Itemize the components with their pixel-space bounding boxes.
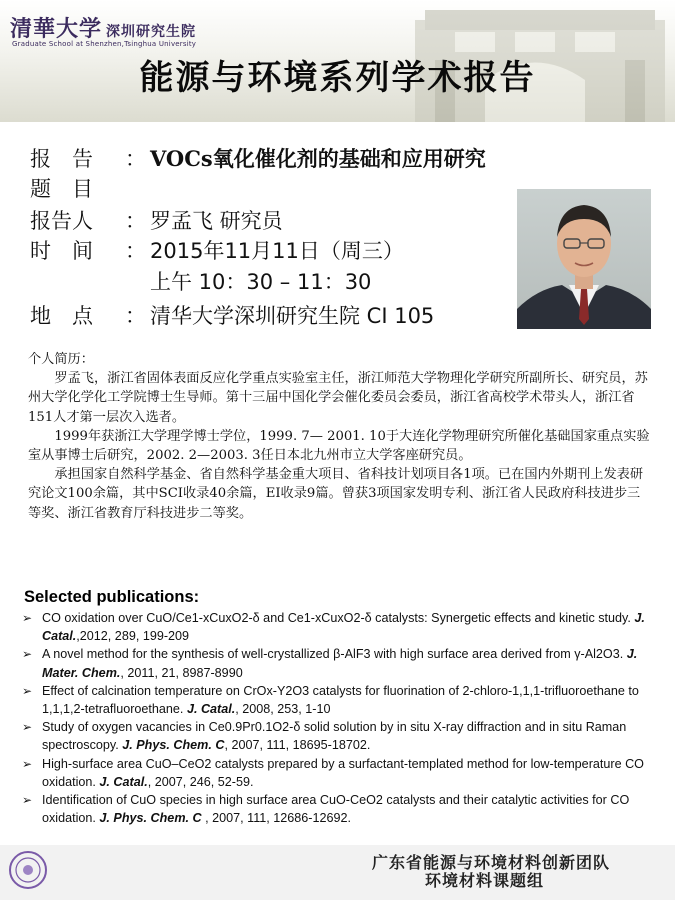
speaker-portrait	[517, 189, 651, 329]
colon: ：	[125, 239, 146, 263]
topic-label-2: 题 目	[30, 177, 93, 201]
header-banner	[0, 0, 675, 122]
bio-paragraph: 罗孟飞，浙江省固体表面反应化学重点实验室主任，浙江师范大学物理化学研究所副所长、研究员，苏州大学化学化工学院博士生导师。第十三届中国化学会催化委员会委员，浙江省高校学术带头人，浙江省151人才第一层次入选者。	[28, 371, 648, 425]
arrow-bullet-icon: ➢	[22, 611, 33, 625]
bio-paragraph: 1999年获浙江大学理学博士学位，1999. 7— 2001. 10于大连化学物理研究所催化基础国家重点实验室从事博士后研究，2002. 2—2003. 3任日本北九州市立大学客座研究员。	[28, 428, 650, 464]
bio-heading: 个人简历：	[28, 352, 94, 367]
colon: ：	[125, 209, 146, 233]
bio-section	[28, 350, 650, 523]
colon: ：	[125, 304, 146, 328]
topic-value: VOCs氧化催化剂的基础和应用研究	[150, 146, 486, 171]
speaker-value: 罗孟飞 研究员	[150, 209, 283, 233]
logo-title: 清華大学 深圳研究生院	[10, 16, 197, 42]
publication-item: ➢ CO oxidation over CuO/Ce1-xCuxO2-δ and Ce1-xCuxO2-δ catalysts: Synergetic effects and kinetic study. J. Catal.,2012, 289, 199-209	[22, 611, 645, 644]
bio-paragraph: 承担国家自然科学基金、省自然科学基金重大项目、省科技计划项目各1项。已在国内外期刊上发表研究论文100余篇，其中SCI收录40余篇，EI收录9篇。曾获3项国家发明专利、浙江省人民政府科技进步三等奖、浙江省教育厅科技进步二等奖。	[28, 467, 644, 521]
logo-subtitle: Graduate School at Shenzhen,Tsinghua University	[12, 40, 197, 48]
arrow-bullet-icon: ➢	[22, 683, 33, 698]
publication-item: ➢ High-surface area CuO–CeO2 catalysts prepared by a surfactant-templated method for low-temperature CO oxidation. J. Catal., 2007, 246, 52-59.	[22, 756, 644, 789]
page-title: 能源与环境系列学术报告	[139, 58, 536, 98]
time-value-2: 上午 10：30 – 11：30	[150, 270, 372, 294]
place-value: 清华大学深圳研究生院 CI 105	[150, 304, 435, 328]
publication-item: ➢ Identification of CuO species in high surface area CuO-CeO2 catalysts and their catalytic activities for CO oxidation. J. Phys. Chem. C , 2007, 111, 12686-12692.	[22, 793, 630, 826]
publications-heading: Selected publications:	[24, 588, 200, 606]
publication-list	[20, 609, 660, 827]
publication-item: ➢ Study of oxygen vacancies in Ce0.9Pr0.1O2-δ solid solution by in situ X-ray diffraction and in situ Raman spectroscopy. J. Phys. Chem. C, 2007, 111, 18695-18702.	[22, 720, 627, 753]
colon: ：	[125, 147, 146, 171]
speaker-photo	[517, 189, 651, 329]
group-name: 环境材料课题组	[425, 871, 545, 890]
arrow-bullet-icon: ➢	[22, 720, 33, 735]
topic-label: 报 告	[30, 147, 93, 171]
arrow-bullet-icon: ➢	[22, 793, 33, 808]
publication-item: ➢ A novel method for the synthesis of well-crystallized β-AlF3 with high surface area derived from γ-Al2O3. J. Mater. Chem., 2011, 21, 8987-8990	[22, 647, 638, 680]
publication-item: ➢ Effect of calcination temperature on CrOx-Y2O3 catalysts for fluorination of 2-chloro-1,1,1-trifluoroethane to 1,1,1,2-tetrafluoroethane. J. Catal., 2008, 253, 1-10	[22, 683, 639, 717]
arrow-bullet-icon: ➢	[22, 756, 33, 771]
arrow-bullet-icon: ➢	[22, 647, 33, 662]
team-name: 广东省能源与环境材料创新团队	[372, 853, 611, 872]
time-value: 2015年11月11日（周三）	[150, 239, 404, 263]
university-seal-icon	[8, 850, 48, 890]
place-label: 地 点	[30, 304, 93, 328]
speaker-label: 报告人	[30, 209, 93, 233]
time-label: 时 间	[30, 239, 93, 263]
